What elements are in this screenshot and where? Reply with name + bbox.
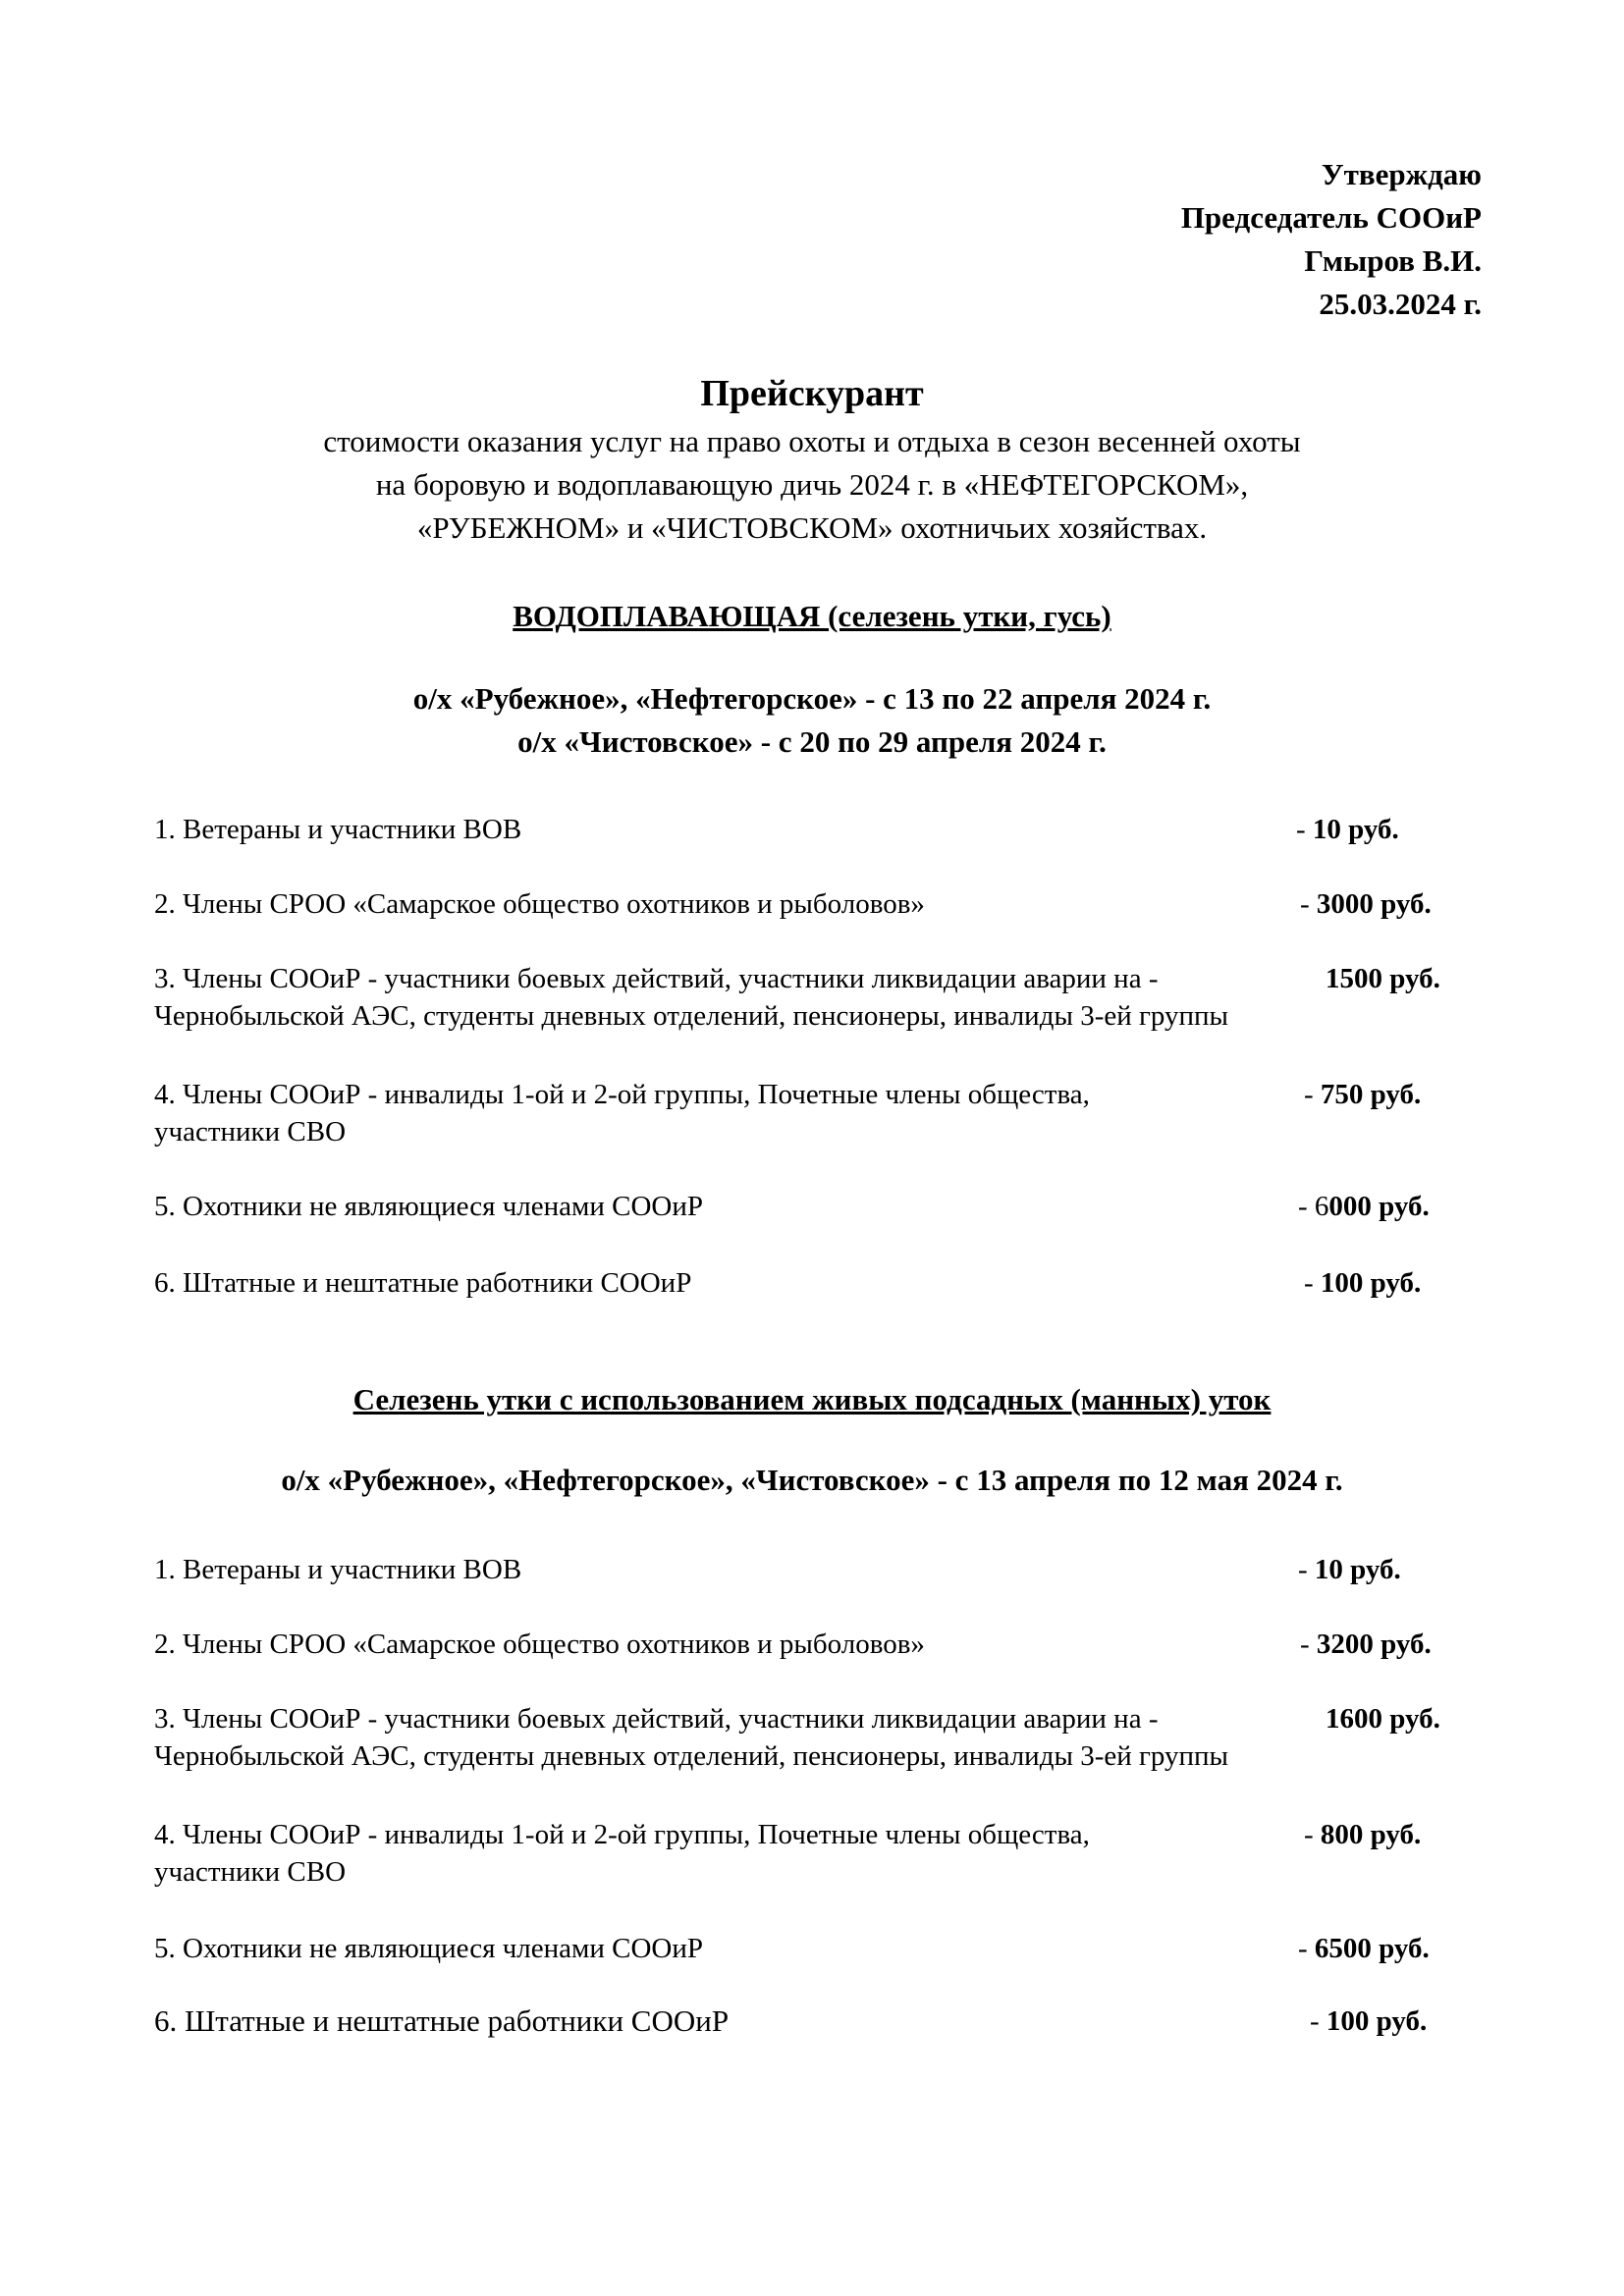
row-description: 2. Члены СРОО «Самарское общество охотников и рыболовов»: [154, 1629, 925, 1660]
section-heading: Селезень утки с использованием живых подсадных (манных) уток: [352, 1382, 1272, 1416]
row-price: 1500 руб.: [1326, 963, 1440, 994]
approver-name: Гмыров В.И.: [1304, 243, 1482, 278]
dates-line: о/х «Рубежное», «Нефтегорское» - с 13 по 22 апреля 2024 г.: [412, 681, 1212, 716]
row-price: - 10 руб.: [1296, 814, 1399, 845]
approval-block: [1181, 153, 1482, 326]
price-row: [154, 1816, 1313, 1891]
page-subtitle: [0, 420, 1624, 550]
row-price: - 6500 руб.: [1298, 1933, 1430, 1964]
price-row: [154, 1626, 1313, 1663]
row-price: - 6000 руб.: [1298, 1191, 1430, 1222]
subtitle-line: «РУБЕЖНОМ» и «ЧИСТОВСКОМ» охотничьих хозяйствах.: [416, 510, 1208, 545]
row-description: 5. Охотники не являющиеся членами СООиР: [154, 1933, 704, 1964]
row-price: - 100 руб.: [1310, 2005, 1428, 2037]
row-description: 3. Члены СООиР - участники боевых действий, участники ликвидации аварии на -: [154, 963, 1159, 994]
price-row: [154, 885, 1313, 923]
section-dates: [0, 1459, 1624, 1502]
dates-line: о/х «Рубежное», «Нефтегорское», «Чистовское» - с 13 апреля по 12 мая 2024 г.: [281, 1463, 1343, 1497]
section-dates: [0, 677, 1624, 764]
price-row: [154, 1188, 1313, 1225]
row-price: - 10 руб.: [1298, 1554, 1401, 1585]
approval-label: Утверждаю: [1321, 157, 1482, 191]
row-description: 2. Члены СРОО «Самарское общество охотников и рыболовов»: [154, 888, 925, 920]
price-row: [154, 1076, 1313, 1150]
price-row: [154, 960, 1313, 1035]
row-price: - 750 руб.: [1304, 1079, 1422, 1110]
price-row: [154, 1551, 1313, 1588]
approval-date: 25.03.2024 г.: [1319, 287, 1482, 321]
row-description: 1. Ветераны и участники ВОВ: [154, 1554, 522, 1585]
page-title: Прейскурант: [700, 373, 924, 414]
row-description: 5. Охотники не являющиеся членами СООиР: [154, 1191, 704, 1222]
approver-position: Председатель СООиР: [1180, 200, 1482, 235]
row-description: 1. Ветераны и участники ВОВ: [154, 814, 522, 845]
row-description: 4. Члены СООиР - инвалиды 1-ой и 2-ой группы, Почетные члены общества,: [154, 1819, 1090, 1850]
section-heading: ВОДОПЛАВАЮЩАЯ (селезень утки, гусь): [513, 599, 1111, 633]
row-description-cont: участники СВО: [154, 1116, 347, 1148]
subtitle-line: на боровую и водоплавающую дичь 2024 г. в «НЕФТЕГОРСКОМ»,: [375, 467, 1249, 502]
row-description: 6. Штатные и нештатные работники СООиР: [154, 1267, 692, 1299]
price-row: [154, 2002, 1313, 2040]
row-description: 6. Штатные и нештатные работники СООиР: [154, 2003, 730, 2038]
row-price: - 3000 руб.: [1300, 888, 1432, 920]
row-description: 3. Члены СООиР - участники боевых действий, участники ликвидации аварии на -: [154, 1703, 1159, 1735]
row-description-cont: участники СВО: [154, 1856, 347, 1888]
row-description: 4. Члены СООиР - инвалиды 1-ой и 2-ой группы, Почетные члены общества,: [154, 1079, 1090, 1110]
subtitle-line: стоимости оказания услуг на право охоты и отдыха в сезон весенней охоты: [323, 424, 1301, 458]
row-price: 1600 руб.: [1326, 1703, 1440, 1735]
row-description-cont: Чернобыльской АЭС, студенты дневных отделений, пенсионеры, инвалиды 3-ей группы: [154, 1000, 1229, 1032]
dates-line: о/х «Чистовское» - с 20 по 29 апреля 2024 г.: [517, 724, 1107, 759]
row-description-cont: Чернобыльской АЭС, студенты дневных отделений, пенсионеры, инвалиды 3-ей группы: [154, 1740, 1229, 1772]
row-price: - 100 руб.: [1304, 1267, 1422, 1299]
row-price: - 3200 руб.: [1300, 1629, 1432, 1660]
row-price: - 800 руб.: [1304, 1819, 1422, 1850]
price-row: [154, 811, 1313, 848]
price-row: [154, 1264, 1313, 1302]
price-row: [154, 1930, 1313, 1967]
price-row: [154, 1700, 1313, 1775]
